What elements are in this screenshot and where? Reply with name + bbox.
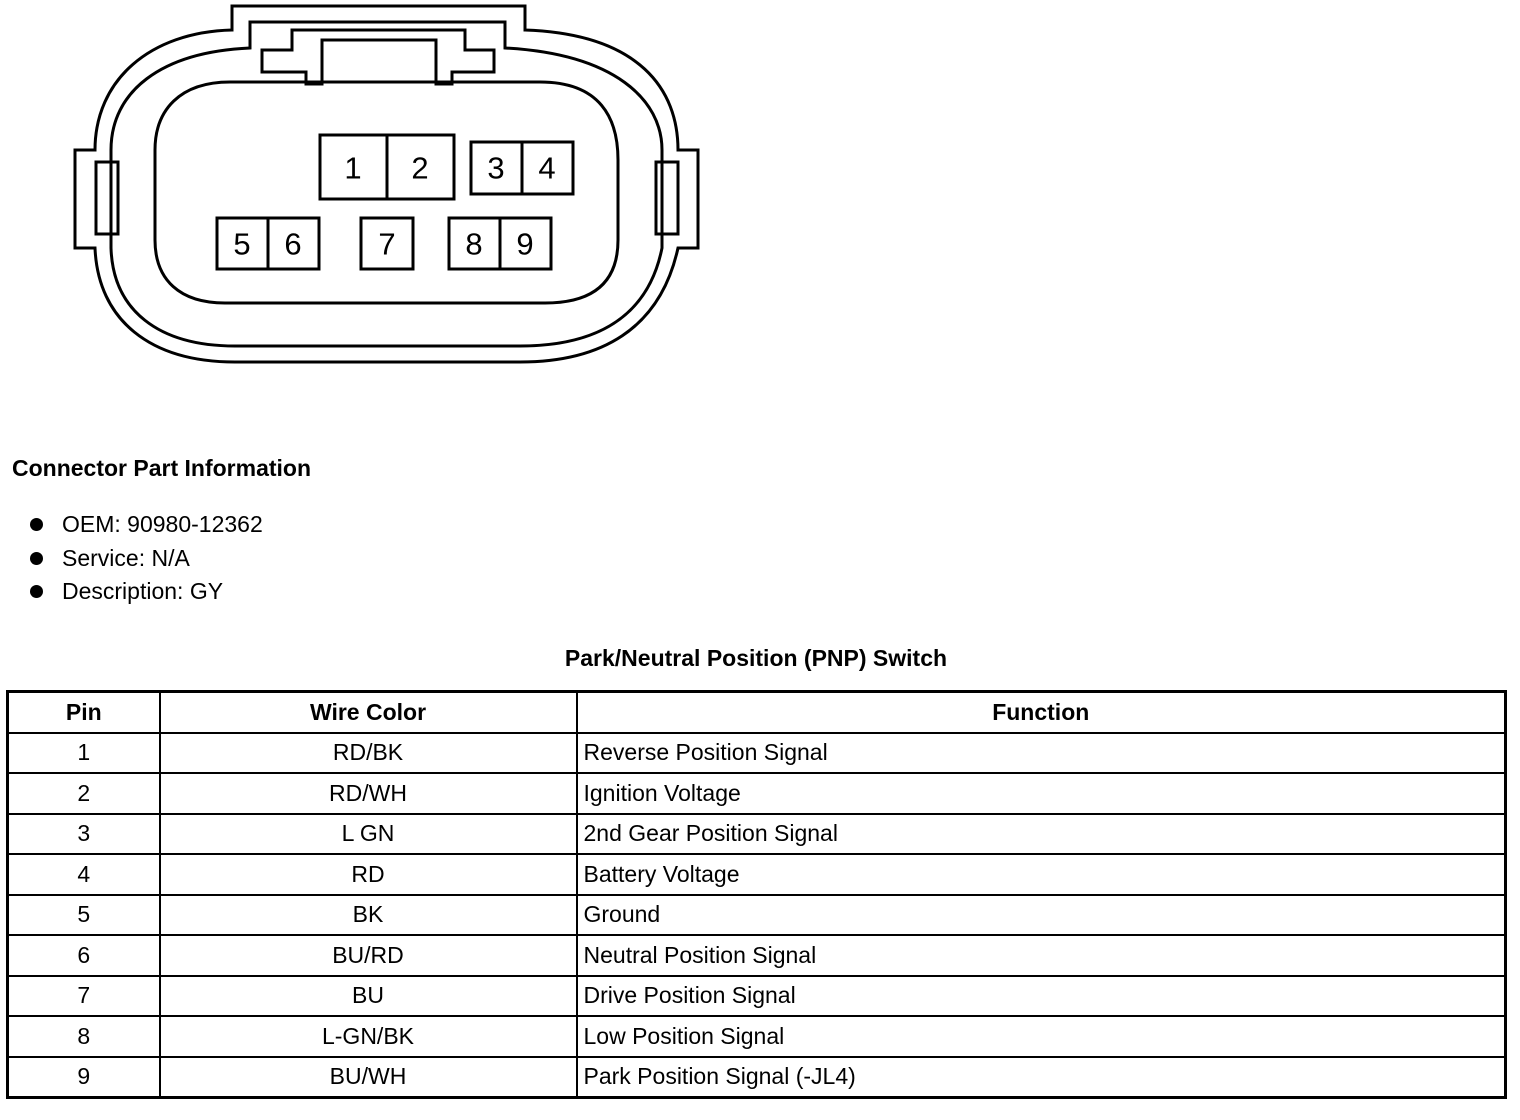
cell-pin: 4 <box>8 854 160 895</box>
info-item-text: Description: GY <box>62 578 224 604</box>
pin-number-2: 2 <box>411 150 429 186</box>
info-item-text: Service: N/A <box>62 544 190 571</box>
table-row <box>8 814 1506 855</box>
header-wire-color: Wire Color <box>160 692 577 733</box>
table-row <box>8 854 1506 895</box>
left-side-latch <box>96 162 118 234</box>
bullet-icon <box>30 585 43 598</box>
pin-number-8: 8 <box>465 226 483 262</box>
cell-wire-color: RD/WH <box>160 773 577 814</box>
table-row <box>8 1057 1506 1098</box>
cell-pin: 2 <box>8 773 160 814</box>
cell-function: 2nd Gear Position Signal <box>577 814 1506 855</box>
header-pin: Pin <box>8 692 160 733</box>
cell-function: Drive Position Signal <box>577 976 1506 1017</box>
pin-number-1: 1 <box>344 150 362 186</box>
table-row <box>8 935 1506 976</box>
top-lock-tab <box>262 30 494 84</box>
cell-pin: 6 <box>8 935 160 976</box>
cell-wire-color: L GN <box>160 814 577 855</box>
connector-info-heading: Connector Part Information <box>12 455 312 481</box>
cell-wire-color: RD/BK <box>160 733 577 774</box>
pin-number-7: 7 <box>378 226 396 262</box>
cell-wire-color: BU <box>160 976 577 1017</box>
table-row <box>8 773 1506 814</box>
table-header-row <box>8 692 1506 733</box>
table-row <box>8 895 1506 936</box>
right-side-latch <box>656 162 678 234</box>
pinout-table <box>6 690 1507 1099</box>
cell-wire-color: RD <box>160 854 577 895</box>
pin-number-6: 6 <box>284 226 302 262</box>
pin-number-5: 5 <box>233 226 251 262</box>
cell-pin: 8 <box>8 1016 160 1057</box>
cell-function: Ground <box>577 895 1506 936</box>
table-row <box>8 976 1506 1017</box>
info-item-text: OEM: 90980-12362 <box>62 511 263 537</box>
pin-number-4: 4 <box>538 150 556 186</box>
cell-function: Park Position Signal (-JL4) <box>577 1057 1506 1098</box>
bullet-icon <box>30 552 43 565</box>
table-row <box>8 733 1506 774</box>
connector-face-diagram <box>0 0 720 380</box>
info-item-description <box>30 577 263 611</box>
cell-function: Battery Voltage <box>577 854 1506 895</box>
cell-wire-color: BU/WH <box>160 1057 577 1098</box>
pin-number-3: 3 <box>487 150 505 186</box>
cell-wire-color: BK <box>160 895 577 936</box>
bullet-icon <box>30 518 43 531</box>
table-title: Park/Neutral Position (PNP) Switch <box>564 645 948 671</box>
info-item-service <box>30 544 263 578</box>
cell-pin: 3 <box>8 814 160 855</box>
info-item-oem <box>30 510 263 544</box>
cell-wire-color: BU/RD <box>160 935 577 976</box>
cell-function: Neutral Position Signal <box>577 935 1506 976</box>
cell-function: Reverse Position Signal <box>577 733 1506 774</box>
cell-function: Low Position Signal <box>577 1016 1506 1057</box>
cell-wire-color: L-GN/BK <box>160 1016 577 1057</box>
cell-pin: 9 <box>8 1057 160 1098</box>
cell-pin: 7 <box>8 976 160 1017</box>
cell-pin: 1 <box>8 733 160 774</box>
cell-pin: 5 <box>8 895 160 936</box>
header-function: Function <box>577 692 1506 733</box>
pin-number-9: 9 <box>516 226 534 262</box>
cell-function: Ignition Voltage <box>577 773 1506 814</box>
connector-info-list <box>30 510 263 611</box>
table-row <box>8 1016 1506 1057</box>
